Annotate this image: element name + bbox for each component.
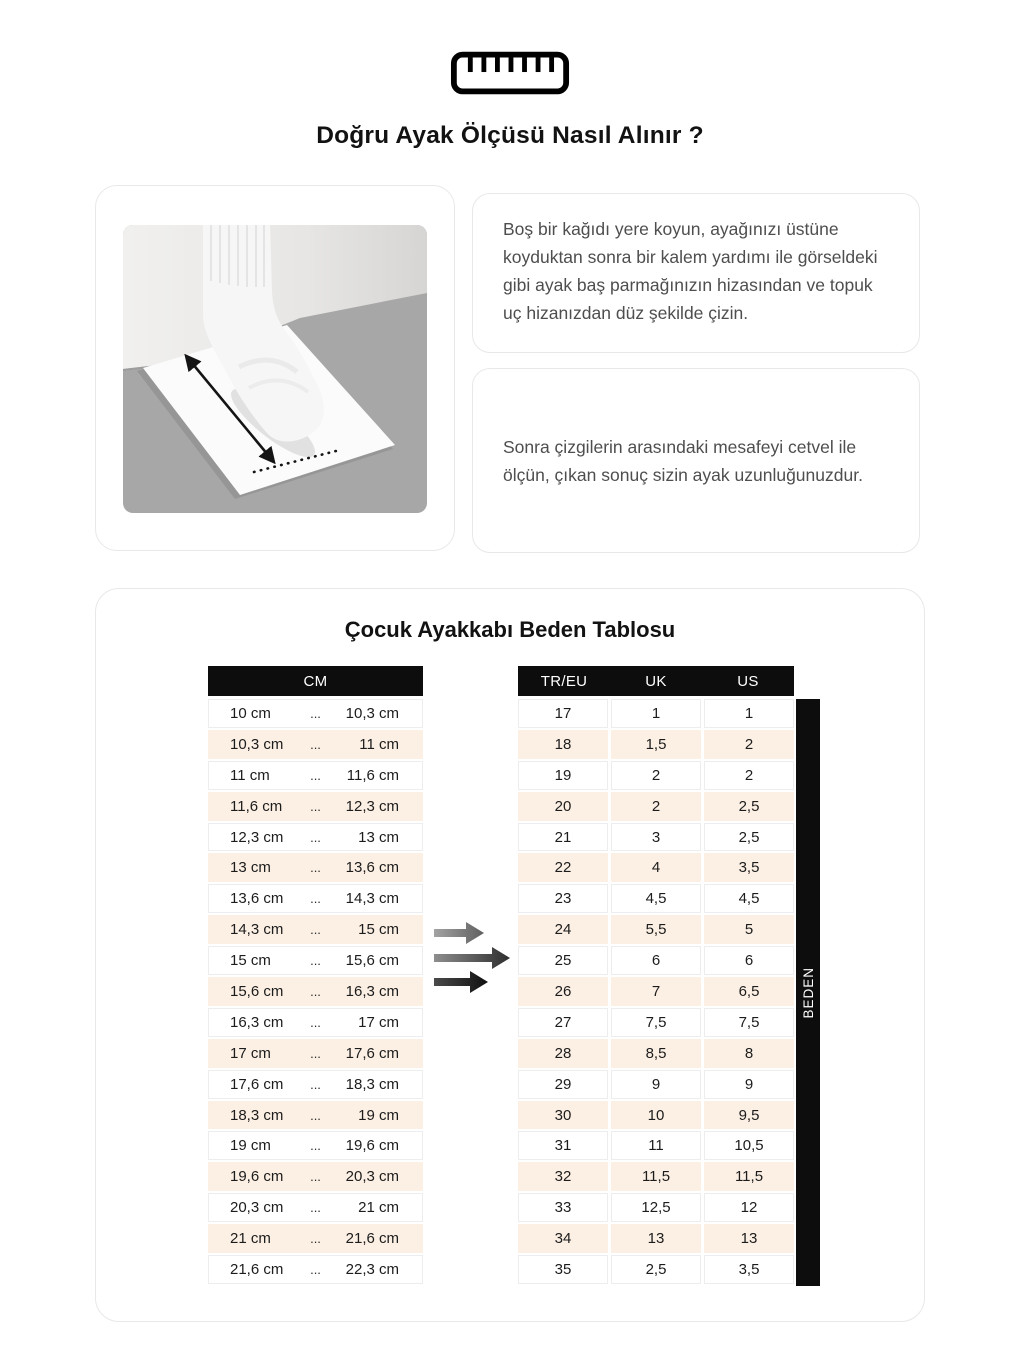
size-cell: 10,5 — [704, 1131, 794, 1160]
size-table-row — [518, 853, 794, 882]
size-cell: 34 — [518, 1224, 608, 1253]
size-cell: 9 — [704, 1070, 794, 1099]
size-cell: 9,5 — [704, 1101, 794, 1130]
ruler-icon — [450, 50, 570, 96]
ruler-icon-wrap — [0, 50, 1020, 101]
range-separator: ... — [310, 922, 321, 938]
cm-from: 19 cm — [230, 1137, 271, 1155]
range-separator: ... — [310, 1231, 321, 1247]
cm-table-row — [208, 915, 423, 944]
cm-from: 16,3 cm — [230, 1013, 284, 1031]
size-cell: 8,5 — [611, 1039, 701, 1068]
size-table-row — [518, 1224, 794, 1253]
instruction-step-2: Sonra çizgilerin arasındaki mesafeyi cetvel ile ölçün, çıkan sonuç sizin ayak uzunluğunuzdur. — [503, 436, 863, 485]
instruction-card-1 — [472, 193, 920, 353]
size-header-cell: US — [737, 672, 759, 690]
cm-table-row — [208, 1255, 423, 1284]
cm-table-row — [208, 730, 423, 759]
foot-measure-photo-card — [95, 185, 455, 551]
size-cell: 12,5 — [611, 1193, 701, 1222]
range-separator: ... — [310, 1045, 321, 1061]
size-cell: 4 — [611, 853, 701, 882]
cm-from: 13 cm — [230, 859, 271, 877]
size-cell: 30 — [518, 1101, 608, 1130]
size-cell: 7,5 — [611, 1008, 701, 1037]
cm-to: 10,3 cm — [345, 704, 399, 722]
size-cell: 22 — [518, 853, 608, 882]
range-separator: ... — [310, 1076, 321, 1092]
size-cell: 2,5 — [704, 823, 794, 852]
size-cell: 2 — [704, 761, 794, 790]
size-table-row — [518, 699, 794, 728]
size-cell: 5 — [704, 915, 794, 944]
size-table-row — [518, 977, 794, 1006]
size-cell: 23 — [518, 884, 608, 913]
size-cell: 18 — [518, 730, 608, 759]
range-separator: ... — [310, 891, 321, 907]
size-cell: 2 — [611, 792, 701, 821]
size-cell: 1 — [611, 699, 701, 728]
cm-from: 13,6 cm — [230, 890, 284, 908]
size-table-title: Çocuk Ayakkabı Beden Tablosu — [344, 617, 676, 642]
size-cell: 29 — [518, 1070, 608, 1099]
size-table-row — [518, 915, 794, 944]
size-table-row — [518, 1193, 794, 1222]
size-cell: 19 — [518, 761, 608, 790]
cm-from: 14,3 cm — [230, 921, 284, 939]
page-title: Doğru Ayak Ölçüsü Nasıl Alınır ? — [316, 122, 704, 149]
range-separator: ... — [310, 829, 321, 845]
size-cell: 8 — [704, 1039, 794, 1068]
range-separator: ... — [310, 1107, 321, 1123]
cm-table-row — [208, 853, 423, 882]
cm-table-row — [208, 1162, 423, 1191]
cm-table-row — [208, 1008, 423, 1037]
size-cell: 2 — [704, 730, 794, 759]
cm-to: 21 cm — [358, 1199, 399, 1217]
range-separator: ... — [310, 983, 321, 999]
cm-table-header: CM — [208, 666, 423, 696]
cm-table-body — [208, 699, 423, 1284]
foot-photo-illustration — [123, 225, 427, 513]
cm-from: 15 cm — [230, 952, 271, 970]
cm-table-row — [208, 792, 423, 821]
size-cell: 27 — [518, 1008, 608, 1037]
size-cell: 7,5 — [704, 1008, 794, 1037]
cm-from: 12,3 cm — [230, 828, 284, 846]
size-table-row — [518, 1008, 794, 1037]
size-cell: 32 — [518, 1162, 608, 1191]
size-cell: 31 — [518, 1131, 608, 1160]
cm-from: 10,3 cm — [230, 735, 284, 753]
cm-to: 11,6 cm — [346, 766, 399, 784]
cm-to: 14,3 cm — [345, 890, 399, 908]
size-cell: 21 — [518, 823, 608, 852]
instruction-card-2 — [472, 368, 920, 553]
cm-table-row — [208, 699, 423, 728]
size-header-cell: UK — [645, 672, 667, 690]
cm-to: 13,6 cm — [345, 859, 399, 877]
range-separator: ... — [310, 1261, 321, 1277]
cm-table-row — [208, 946, 423, 975]
size-cell: 7 — [611, 977, 701, 1006]
cm-to: 17,6 cm — [345, 1044, 399, 1062]
size-cell: 25 — [518, 946, 608, 975]
cm-to: 15,6 cm — [345, 952, 399, 970]
cm-table-row — [208, 823, 423, 852]
size-cell: 2,5 — [704, 792, 794, 821]
size-table-row — [518, 1070, 794, 1099]
size-cell: 28 — [518, 1039, 608, 1068]
size-cell: 6 — [611, 946, 701, 975]
size-table-row — [518, 761, 794, 790]
size-cell: 33 — [518, 1193, 608, 1222]
size-table-row — [518, 1162, 794, 1191]
cm-to: 19 cm — [358, 1106, 399, 1124]
size-header-cell: TR/EU — [540, 672, 588, 690]
size-cell: 35 — [518, 1255, 608, 1284]
size-cell: 2,5 — [611, 1255, 701, 1284]
cm-table-row — [208, 1101, 423, 1130]
size-cell: 10 — [611, 1101, 701, 1130]
range-separator: ... — [310, 1138, 321, 1154]
size-cell: 17 — [518, 699, 608, 728]
size-table-body — [518, 699, 794, 1284]
cm-to: 11 cm — [359, 735, 399, 753]
size-table-row — [518, 1255, 794, 1284]
range-separator: ... — [310, 1200, 321, 1216]
cm-to: 15 cm — [358, 921, 399, 939]
beden-side-label: BEDEN — [800, 966, 816, 1019]
size-cell: 20 — [518, 792, 608, 821]
size-cell: 3,5 — [704, 1255, 794, 1284]
cm-table-row — [208, 1039, 423, 1068]
size-table-row — [518, 823, 794, 852]
size-cell: 3 — [611, 823, 701, 852]
size-table-card — [95, 588, 925, 1322]
size-cell: 6,5 — [704, 977, 794, 1006]
size-table-row — [518, 884, 794, 913]
cm-from: 17 cm — [230, 1044, 271, 1062]
cm-table-row — [208, 1193, 423, 1222]
cm-to: 19,6 cm — [345, 1137, 399, 1155]
cm-to: 22,3 cm — [345, 1260, 399, 1278]
cm-from: 20,3 cm — [230, 1199, 284, 1217]
cm-table — [208, 666, 423, 1286]
range-separator: ... — [310, 953, 321, 969]
size-table-row — [518, 730, 794, 759]
cm-to: 21,6 cm — [345, 1230, 399, 1248]
cm-to: 12,3 cm — [345, 797, 399, 815]
cm-from: 18,3 cm — [230, 1106, 284, 1124]
cm-from: 17,6 cm — [230, 1075, 284, 1093]
size-table-row — [518, 1131, 794, 1160]
size-cell: 5,5 — [611, 915, 701, 944]
size-cell: 12 — [704, 1193, 794, 1222]
range-separator: ... — [310, 736, 321, 752]
cm-from: 11 cm — [230, 766, 270, 784]
size-cell: 24 — [518, 915, 608, 944]
cm-table-row — [208, 1070, 423, 1099]
instruction-step-1: Boş bir kağıdı yere koyun, ayağınızı üstüne koyduktan sonra bir kalem yardımı ile görseldeki gibi ayak baş parmağınızın hizasından ve topuk uç hizanızdan düz şekilde çizin. — [503, 219, 878, 323]
size-cell: 1 — [704, 699, 794, 728]
range-separator: ... — [310, 1014, 321, 1030]
cm-to: 13 cm — [358, 828, 399, 846]
size-table — [518, 666, 794, 1286]
cm-from: 10 cm — [230, 704, 271, 722]
size-cell: 3,5 — [704, 853, 794, 882]
range-separator: ... — [310, 767, 321, 783]
size-cell: 4,5 — [611, 884, 701, 913]
size-table-row — [518, 1039, 794, 1068]
range-separator: ... — [310, 860, 321, 876]
cm-to: 18,3 cm — [345, 1075, 399, 1093]
cm-table-row — [208, 1224, 423, 1253]
size-cell: 1,5 — [611, 730, 701, 759]
cm-to: 20,3 cm — [345, 1168, 399, 1186]
range-separator: ... — [310, 798, 321, 814]
size-cell: 26 — [518, 977, 608, 1006]
size-cell: 11,5 — [611, 1162, 701, 1191]
foot-measurement-photo — [123, 225, 427, 513]
size-table-row — [518, 1101, 794, 1130]
size-cell: 9 — [611, 1070, 701, 1099]
cm-table-row — [208, 884, 423, 913]
size-cell: 2 — [611, 761, 701, 790]
cm-from: 21,6 cm — [230, 1260, 284, 1278]
size-table-row — [518, 946, 794, 975]
cm-from: 19,6 cm — [230, 1168, 284, 1186]
size-cell: 6 — [704, 946, 794, 975]
range-separator: ... — [310, 705, 321, 721]
size-cell: 11,5 — [704, 1162, 794, 1191]
cm-table-row — [208, 761, 423, 790]
cm-from: 15,6 cm — [230, 982, 284, 1000]
cm-from: 21 cm — [230, 1230, 271, 1248]
size-cell: 13 — [704, 1224, 794, 1253]
cm-to: 16,3 cm — [345, 982, 399, 1000]
size-cell: 11 — [611, 1131, 701, 1160]
size-cell: 13 — [611, 1224, 701, 1253]
size-table-row — [518, 792, 794, 821]
cm-to: 17 cm — [358, 1013, 399, 1031]
transfer-arrows-icon — [434, 919, 514, 993]
range-separator: ... — [310, 1169, 321, 1185]
cm-table-row — [208, 1131, 423, 1160]
cm-from: 11,6 cm — [230, 797, 283, 815]
size-table-header — [518, 666, 794, 696]
beden-side-bar — [796, 699, 820, 1286]
cm-table-row — [208, 977, 423, 1006]
size-cell: 4,5 — [704, 884, 794, 913]
